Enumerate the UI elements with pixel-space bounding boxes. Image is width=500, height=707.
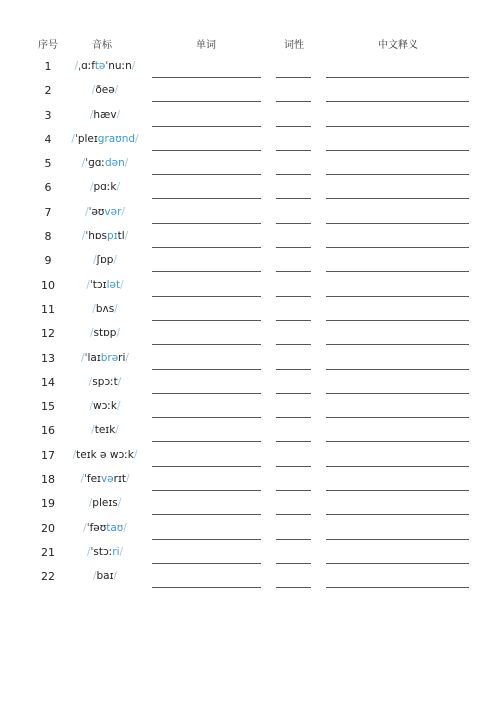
vocab-row — [0, 521, 500, 545]
phonetic-part-plain: bʌs — [95, 302, 115, 315]
phonetic-transcription — [60, 181, 150, 193]
word-answer-line[interactable] — [152, 126, 261, 127]
vocab-row — [0, 132, 500, 156]
meaning-answer-line[interactable] — [326, 247, 469, 248]
phonetic-transcription — [60, 206, 150, 218]
phonetic-transcription — [60, 449, 150, 461]
meaning-answer-line[interactable] — [326, 344, 469, 345]
meaning-answer-line[interactable] — [326, 490, 469, 491]
phonetic-transcription — [60, 497, 150, 509]
pos-answer-line[interactable] — [276, 247, 311, 248]
word-answer-line[interactable] — [152, 223, 261, 224]
word-answer-line[interactable] — [152, 417, 261, 418]
phonetic-part-plain: ri — [118, 351, 126, 364]
pos-answer-line[interactable] — [276, 490, 311, 491]
slash-close: / — [131, 60, 136, 72]
pos-answer-line[interactable] — [276, 77, 311, 78]
slash-open: / — [89, 181, 94, 194]
slash-close: / — [125, 473, 130, 486]
vocab-row — [0, 375, 500, 399]
slash-close: / — [123, 521, 127, 534]
header-word: 单词 — [196, 40, 216, 51]
word-answer-line[interactable] — [152, 563, 261, 564]
pos-answer-line[interactable] — [276, 563, 311, 564]
pos-answer-line[interactable] — [276, 539, 311, 540]
pos-answer-line[interactable] — [276, 393, 311, 394]
slash-close: / — [116, 400, 121, 413]
phonetic-transcription — [60, 570, 150, 582]
vocab-row — [0, 83, 500, 107]
slash-open: / — [88, 375, 93, 388]
phonetic-part-plain: baɪ — [96, 570, 114, 583]
pos-answer-line[interactable] — [276, 441, 311, 442]
slash-open: / — [72, 448, 77, 461]
meaning-answer-line[interactable] — [326, 320, 469, 321]
phonetic-part-highlight: vər — [104, 205, 122, 218]
meaning-answer-line[interactable] — [326, 198, 469, 199]
meaning-answer-line[interactable] — [326, 539, 469, 540]
slash-close: / — [124, 157, 129, 170]
phonetic-part-highlight: pɪ — [107, 230, 118, 243]
slash-close: / — [115, 424, 119, 437]
phonetic-transcription — [60, 424, 150, 436]
word-answer-line[interactable] — [152, 271, 261, 272]
row-number: 3 — [44, 108, 52, 122]
word-answer-line[interactable] — [152, 344, 261, 345]
pos-answer-line[interactable] — [276, 174, 311, 175]
slash-open: / — [93, 254, 97, 267]
meaning-answer-line[interactable] — [326, 563, 469, 564]
word-answer-line[interactable] — [152, 198, 261, 199]
phonetic-part-plain: ˈnuːn — [105, 60, 132, 72]
pos-answer-line[interactable] — [276, 126, 311, 127]
phonetic-transcription — [60, 473, 150, 485]
meaning-answer-line[interactable] — [326, 296, 469, 297]
phonetic-part-highlight: dən — [104, 157, 125, 170]
word-answer-line[interactable] — [152, 101, 261, 102]
slash-close: / — [125, 351, 129, 364]
slash-close: / — [124, 230, 129, 243]
pos-answer-line[interactable] — [276, 417, 311, 418]
header-part-of-speech: 词性 — [284, 40, 304, 51]
pos-answer-line[interactable] — [276, 296, 311, 297]
pos-answer-line[interactable] — [276, 344, 311, 345]
phonetic-part-plain: pleɪs — [92, 497, 118, 510]
vocab-row — [0, 156, 500, 180]
header-number: 序号 — [38, 40, 58, 51]
row-number: 8 — [44, 230, 52, 244]
word-answer-line[interactable] — [152, 369, 261, 370]
phonetic-transcription — [60, 60, 150, 72]
row-number: 22 — [41, 570, 55, 584]
phonetic-part-plain: ˈstɔː — [90, 545, 113, 558]
phonetic-part-plain: ˈfeɪ — [84, 473, 101, 486]
meaning-answer-line[interactable] — [326, 77, 469, 78]
meaning-answer-line[interactable] — [326, 101, 469, 102]
slash-close: / — [135, 132, 139, 145]
meaning-answer-line[interactable] — [326, 514, 469, 515]
row-number: 10 — [41, 278, 55, 292]
vocab-row — [0, 496, 500, 520]
slash-open: / — [81, 351, 85, 364]
slash-open: / — [83, 521, 87, 534]
word-answer-line[interactable] — [152, 466, 261, 467]
slash-close: / — [113, 254, 117, 267]
phonetic-part-plain: tl — [117, 230, 125, 243]
vocab-row — [0, 448, 500, 472]
slash-close: / — [116, 327, 120, 340]
phonetic-part-plain: stɒp — [93, 327, 117, 340]
vocab-row — [0, 180, 500, 204]
row-number: 21 — [41, 545, 55, 559]
slash-open: / — [81, 157, 86, 170]
slash-close: / — [121, 205, 125, 218]
meaning-answer-line[interactable] — [326, 441, 469, 442]
row-number: 12 — [41, 327, 55, 341]
word-answer-line[interactable] — [152, 320, 261, 321]
pos-answer-line[interactable] — [276, 150, 311, 151]
slash-open: / — [91, 424, 95, 437]
word-answer-line[interactable] — [152, 539, 261, 540]
vocab-row — [0, 302, 500, 326]
vocab-row — [0, 399, 500, 423]
vocab-row — [0, 569, 500, 593]
pos-answer-line[interactable] — [276, 466, 311, 467]
word-answer-line[interactable] — [152, 393, 261, 394]
phonetic-transcription — [60, 522, 150, 534]
meaning-answer-line[interactable] — [326, 126, 469, 127]
phonetic-part-plain: ˈhɒs — [85, 230, 108, 243]
phonetic-part-plain: teɪk ə wɔːk — [76, 448, 134, 461]
row-number: 6 — [44, 181, 52, 195]
phonetic-part-plain: ʃɒp — [96, 254, 114, 267]
phonetic-part-highlight: ri — [112, 545, 120, 558]
pos-answer-line[interactable] — [276, 271, 311, 272]
slash-open: / — [80, 473, 84, 486]
phonetic-part-plain: rɪt — [113, 473, 126, 486]
slash-close: / — [133, 448, 138, 461]
phonetic-part-highlight: brə — [100, 351, 119, 364]
vocab-row — [0, 472, 500, 496]
word-answer-line[interactable] — [152, 587, 261, 588]
slash-close: / — [116, 181, 121, 194]
phonetic-transcription — [60, 376, 150, 388]
row-number: 19 — [41, 497, 55, 511]
vocab-row — [0, 423, 500, 447]
word-answer-line[interactable] — [152, 174, 261, 175]
slash-open: / — [86, 545, 91, 558]
slash-close: / — [120, 278, 124, 291]
pos-answer-line[interactable] — [276, 514, 311, 515]
row-number: 17 — [41, 448, 55, 462]
slash-open: / — [81, 230, 86, 243]
row-number: 15 — [41, 400, 55, 414]
phonetic-part-plain: ˈfəʊ — [86, 521, 107, 534]
row-number: 16 — [41, 424, 55, 438]
vocab-row — [0, 545, 500, 569]
pos-answer-line[interactable] — [276, 587, 311, 588]
phonetic-part-plain: wɔːk — [93, 400, 117, 413]
phonetic-transcription — [60, 230, 150, 242]
row-number: 9 — [44, 254, 52, 268]
slash-open: / — [86, 278, 90, 291]
slash-close: / — [117, 375, 122, 388]
phonetic-part-plain: ðeə — [95, 84, 115, 97]
word-answer-line[interactable] — [152, 490, 261, 491]
meaning-answer-line[interactable] — [326, 417, 469, 418]
row-number: 7 — [44, 205, 52, 219]
slash-close: / — [114, 84, 119, 97]
slash-close: / — [117, 497, 122, 510]
slash-open: / — [88, 497, 93, 510]
phonetic-part-highlight: lət — [106, 278, 121, 291]
phonetic-transcription — [60, 133, 150, 145]
slash-close: / — [114, 302, 118, 315]
slash-open: / — [92, 570, 97, 583]
phonetic-part-highlight: və — [100, 473, 114, 486]
row-number: 18 — [41, 473, 55, 487]
phonetic-part-highlight: taʊ — [106, 521, 124, 534]
pos-answer-line[interactable] — [276, 198, 311, 199]
row-number: 14 — [41, 375, 55, 389]
pos-answer-line[interactable] — [276, 223, 311, 224]
vocab-row — [0, 108, 500, 132]
vocab-row — [0, 326, 500, 350]
vocab-row — [0, 253, 500, 277]
phonetic-part-highlight: graʊnd — [97, 132, 136, 145]
phonetic-part-plain: ˈɡɑː — [85, 157, 105, 170]
phonetic-part-plain: ˌɑːf — [78, 60, 95, 72]
phonetic-part-plain: ˈtɔɪ — [89, 278, 107, 291]
phonetic-transcription — [60, 84, 150, 96]
vocabulary-list — [0, 59, 500, 594]
meaning-answer-line[interactable] — [326, 393, 469, 394]
slash-open: / — [74, 60, 79, 72]
vocab-row — [0, 278, 500, 302]
row-number: 2 — [44, 84, 52, 98]
word-answer-line[interactable] — [152, 296, 261, 297]
meaning-answer-line[interactable] — [326, 271, 469, 272]
phonetic-part-plain: ˈəʊ — [88, 205, 105, 218]
meaning-answer-line[interactable] — [326, 174, 469, 175]
phonetic-part-plain: ˈpleɪ — [74, 132, 98, 145]
slash-close: / — [116, 108, 121, 121]
header-chinese-meaning: 中文释义 — [378, 40, 418, 51]
phonetic-part-plain: pɑːk — [93, 181, 117, 194]
row-number: 4 — [44, 132, 52, 146]
phonetic-part-plain: spɔːt — [92, 375, 118, 388]
vocab-row — [0, 59, 500, 83]
slash-close: / — [119, 545, 124, 558]
vocab-row — [0, 229, 500, 253]
meaning-answer-line[interactable] — [326, 587, 469, 588]
slash-open: / — [89, 327, 94, 340]
word-answer-line[interactable] — [152, 150, 261, 151]
meaning-answer-line[interactable] — [326, 466, 469, 467]
vocab-row — [0, 351, 500, 375]
row-number: 11 — [41, 302, 55, 316]
word-answer-line[interactable] — [152, 514, 261, 515]
phonetic-transcription — [60, 546, 150, 558]
pos-answer-line[interactable] — [276, 320, 311, 321]
slash-open: / — [85, 205, 89, 218]
header-phonetic: 音标 — [92, 40, 112, 51]
row-number: 20 — [41, 521, 55, 535]
word-answer-line[interactable] — [152, 247, 261, 248]
phonetic-part-plain: teɪk — [94, 424, 116, 437]
slash-close: / — [113, 570, 118, 583]
phonetic-part-plain: ˈlaɪ — [84, 351, 101, 364]
phonetic-transcription — [60, 109, 150, 121]
row-number: 13 — [41, 351, 55, 365]
meaning-answer-line[interactable] — [326, 150, 469, 151]
phonetic-transcription — [60, 327, 150, 339]
phonetic-transcription — [60, 303, 150, 315]
meaning-answer-line[interactable] — [326, 369, 469, 370]
phonetic-part-plain: hæv — [93, 108, 117, 121]
phonetic-transcription — [60, 400, 150, 412]
slash-open: / — [89, 400, 93, 413]
phonetic-transcription — [60, 352, 150, 364]
meaning-answer-line[interactable] — [326, 223, 469, 224]
row-number: 5 — [44, 157, 52, 171]
slash-open: / — [71, 132, 75, 145]
phonetic-part-highlight: tə — [94, 60, 106, 72]
pos-answer-line[interactable] — [276, 369, 311, 370]
vocab-row — [0, 205, 500, 229]
row-number: 1 — [44, 60, 52, 73]
pos-answer-line[interactable] — [276, 101, 311, 102]
slash-open: / — [89, 108, 94, 121]
phonetic-transcription — [60, 157, 150, 169]
slash-open: / — [92, 302, 96, 315]
word-answer-line[interactable] — [152, 441, 261, 442]
word-answer-line[interactable] — [152, 77, 261, 78]
slash-open: / — [91, 84, 96, 97]
phonetic-transcription — [60, 254, 150, 266]
phonetic-transcription — [60, 279, 150, 291]
